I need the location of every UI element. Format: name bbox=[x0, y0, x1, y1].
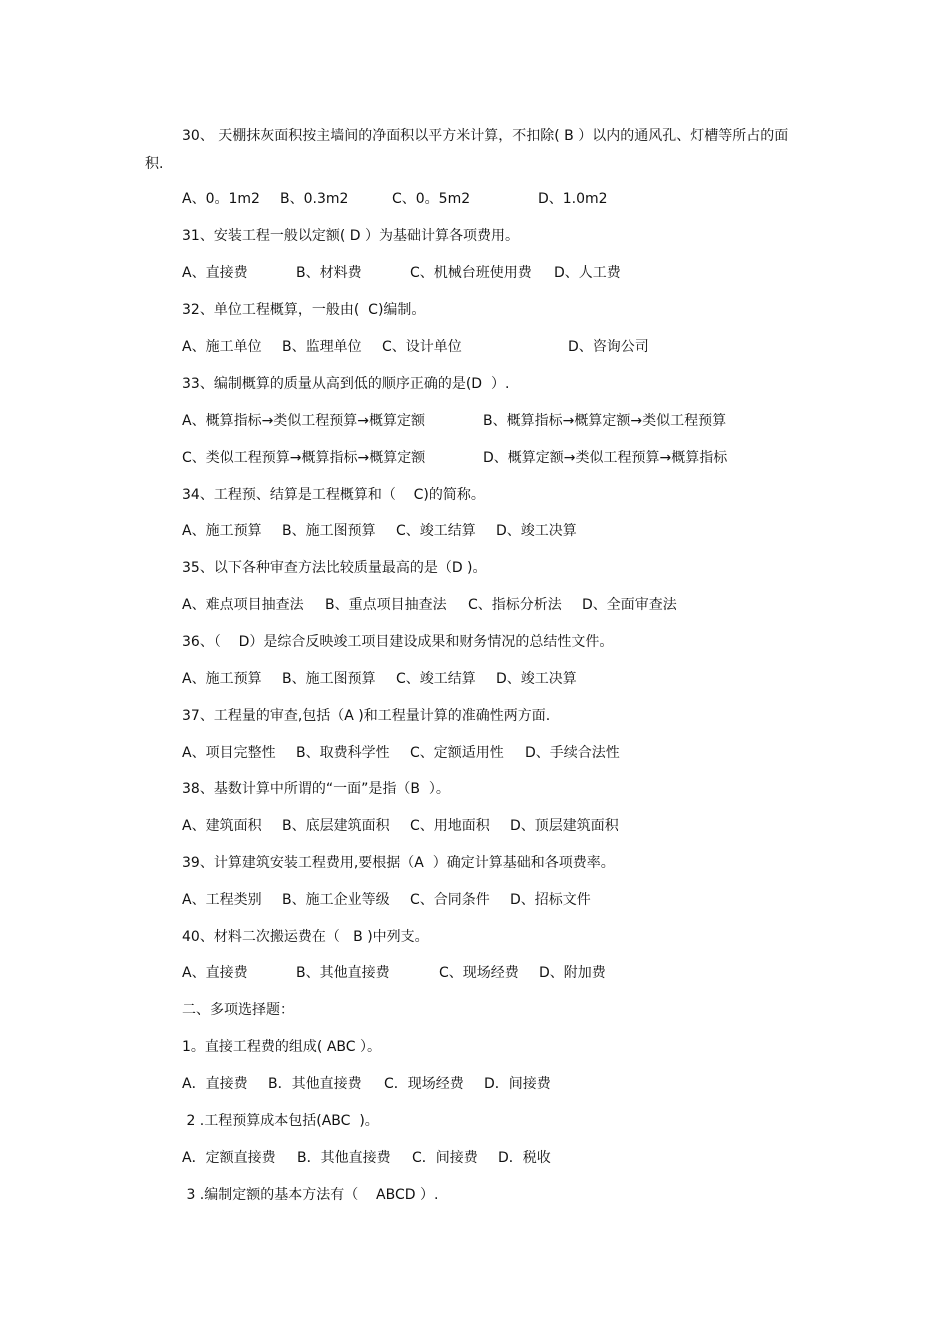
option-c: C、0。5m2 bbox=[392, 191, 471, 207]
option-d: D．间接费 bbox=[484, 1076, 551, 1092]
option-b: B、材料费 bbox=[296, 265, 362, 281]
option-c: C、用地面积 bbox=[410, 818, 490, 834]
option-c: C、指标分析法 bbox=[468, 597, 562, 613]
option-a: A、概算指标→类似工程预算→概算定额 bbox=[182, 413, 426, 429]
option-c: C．间接费 bbox=[412, 1150, 478, 1166]
option-a: A、施工预算 bbox=[182, 523, 262, 539]
multi-question-1: 1。直接工程费的组成( ABC ）。 bbox=[182, 1039, 381, 1055]
option-d: D、全面审查法 bbox=[582, 597, 677, 613]
option-a: A、工程类别 bbox=[182, 892, 262, 908]
option-b: B、底层建筑面积 bbox=[282, 818, 390, 834]
option-d: D、概算定额→类似工程预算→概算指标 bbox=[483, 450, 728, 466]
option-b: B、监理单位 bbox=[282, 339, 362, 355]
option-c: C、定额适用性 bbox=[410, 745, 504, 761]
option-d: D、人工费 bbox=[554, 265, 621, 281]
question-35: 35、以下各种审查方法比较质量最高的是（D )。 bbox=[182, 560, 487, 576]
question-30-continuation: 积. bbox=[145, 156, 164, 172]
option-a: A、建筑面积 bbox=[182, 818, 262, 834]
option-d: D、招标文件 bbox=[510, 892, 591, 908]
option-a: A．定额直接费 bbox=[182, 1150, 276, 1166]
option-c: C、设计单位 bbox=[382, 339, 462, 355]
option-d: D、咨询公司 bbox=[568, 339, 649, 355]
option-a: A．直接费 bbox=[182, 1076, 248, 1092]
option-a: A、难点项目抽查法 bbox=[182, 597, 304, 613]
option-b: B、取费科学性 bbox=[296, 745, 390, 761]
section-title: 二、多项选择题： bbox=[182, 1002, 294, 1018]
question-39: 39、计算建筑安装工程费用,要根据（A ）确定计算基础和各项费率。 bbox=[182, 855, 615, 871]
option-c: C．现场经费 bbox=[384, 1076, 464, 1092]
question-36: 36、（ D）是综合反映竣工项目建设成果和财务情况的总结性文件。 bbox=[182, 634, 614, 650]
multi-question-2: 2 .工程预算成本包括(ABC )。 bbox=[182, 1113, 379, 1129]
question-32: 32、单位工程概算，一般由( C)编制。 bbox=[182, 302, 426, 318]
option-c: C、机械台班使用费 bbox=[410, 265, 532, 281]
option-b: B、其他直接费 bbox=[296, 965, 390, 981]
question-30: 30、 天棚抹灰面积按主墙间的净面积以平方米计算，不扣除( B ）以内的通风孔、灯槽等所占的面 bbox=[182, 128, 789, 144]
option-c: C、现场经费 bbox=[439, 965, 519, 981]
option-d: D、顶层建筑面积 bbox=[510, 818, 619, 834]
option-d: D、竣工决算 bbox=[496, 523, 577, 539]
option-b: B、施工图预算 bbox=[282, 671, 376, 687]
option-a: A、施工预算 bbox=[182, 671, 262, 687]
option-b: B．其他直接费 bbox=[268, 1076, 362, 1092]
option-d: D、竣工决算 bbox=[496, 671, 577, 687]
option-a: A、直接费 bbox=[182, 965, 248, 981]
option-a: A、直接费 bbox=[182, 265, 248, 281]
option-a: A、0。1m2 bbox=[182, 191, 260, 207]
option-a: A、项目完整性 bbox=[182, 745, 276, 761]
question-38: 38、基数计算中所谓的“一面”是指（B ）。 bbox=[182, 781, 450, 797]
option-a: A、施工单位 bbox=[182, 339, 262, 355]
multi-question-3: 3 .编制定额的基本方法有（ ABCD ）. bbox=[182, 1187, 439, 1203]
option-c: C、合同条件 bbox=[410, 892, 490, 908]
option-b: B、重点项目抽查法 bbox=[325, 597, 447, 613]
option-b: B、概算指标→概算定额→类似工程预算 bbox=[483, 413, 727, 429]
question-40: 40、材料二次搬运费在（ B )中列支。 bbox=[182, 929, 429, 945]
option-d: D、手续合法性 bbox=[525, 745, 620, 761]
option-b: B、施工图预算 bbox=[282, 523, 376, 539]
option-b: B、0.3m2 bbox=[280, 191, 349, 207]
question-37: 37、工程量的审查,包括（A )和工程量计算的准确性两方面. bbox=[182, 708, 551, 724]
option-c: C、竣工结算 bbox=[396, 671, 476, 687]
option-b: B．其他直接费 bbox=[297, 1150, 391, 1166]
option-d: D、附加费 bbox=[539, 965, 606, 981]
option-c: C、类似工程预算→概算指标→概算定额 bbox=[182, 450, 426, 466]
option-d: D．税收 bbox=[498, 1150, 551, 1166]
question-33: 33、编制概算的质量从高到低的顺序正确的是(D ）. bbox=[182, 376, 510, 392]
option-d: D、1.0m2 bbox=[538, 191, 608, 207]
question-34: 34、工程预、结算是工程概算和（ C)的简称。 bbox=[182, 487, 485, 503]
option-c: C、竣工结算 bbox=[396, 523, 476, 539]
option-b: B、施工企业等级 bbox=[282, 892, 390, 908]
question-31: 31、安装工程一般以定额( D ）为基础计算各项费用。 bbox=[182, 228, 519, 244]
